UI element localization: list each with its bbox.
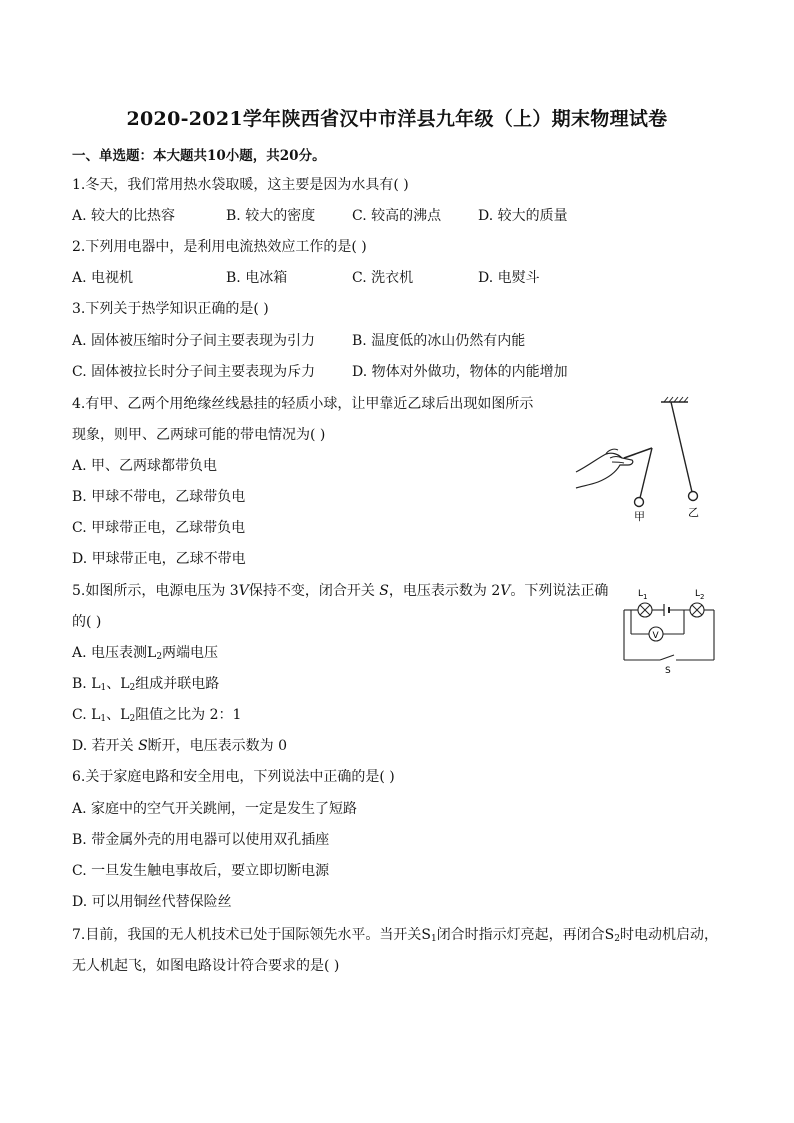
q7-stem-part: 闭合时指示灯亮起，再闭合S: [436, 927, 615, 943]
page-title: 2020-2021学年陕西省汉中市洋县九年级（上）期末物理试卷: [126, 108, 668, 130]
q2-option-b[interactable]: B. 电冰箱: [226, 270, 288, 286]
q1-option-a[interactable]: A. 较大的比热容: [72, 208, 176, 224]
label-l: L: [695, 589, 701, 599]
q5-b-text: 、L: [106, 676, 130, 692]
q2-option-c[interactable]: C. 洗衣机: [352, 270, 414, 286]
q6-stem: 6.关于家庭电路和安全用电，下列说法中正确的是( ): [72, 769, 395, 785]
q5-a-text: A. 电压表测L: [72, 645, 157, 661]
q7-s1-sub: 1: [430, 934, 437, 944]
q7-s2-sub: 2: [614, 934, 621, 944]
q5-option-b[interactable]: [72, 675, 219, 697]
q5-a-sub: 2: [156, 652, 163, 662]
q3-option-c[interactable]: C. 固体被拉长时分子间主要表现为斥力: [72, 364, 316, 380]
insulated-rod: [624, 448, 652, 458]
q5-stem-part: 保持不变，闭合开关: [248, 583, 380, 599]
label-l1: [638, 589, 647, 601]
q7-stem-part: 时电动机启动，: [620, 927, 719, 943]
label-l2: [695, 589, 704, 601]
q3-stem: 3.下列关于热学知识正确的是( ): [72, 301, 269, 317]
q3-option-b[interactable]: B. 温度低的冰山仍然有内能: [352, 333, 526, 349]
q2-stem: 2.下列用电器中，是利用电流热效应工作的是( ): [72, 239, 367, 255]
q5-c-sub: 2: [129, 714, 136, 724]
thread-jia: [640, 448, 652, 498]
q1-option-d[interactable]: D. 较大的质量: [478, 208, 568, 224]
q5-option-c[interactable]: [72, 706, 241, 728]
q5-stem-part: 5.如图所示，电源电压为 3: [72, 583, 239, 599]
q5-d-switch: S: [138, 738, 148, 754]
q5-switch-symbol: S: [379, 583, 389, 599]
q7-stem-part: 7.目前，我国的无人机技术已处于国际领先水平。当开关S: [72, 927, 431, 943]
label-l1-sub: 1: [643, 593, 648, 601]
q6-option-d[interactable]: D. 可以用铜丝代替保险丝: [72, 894, 232, 910]
q4-option-a[interactable]: A. 甲、乙两球都带负电: [72, 458, 218, 474]
ball-jia: [635, 498, 644, 507]
q5-option-d[interactable]: [72, 737, 287, 755]
thread-yi: [671, 402, 692, 492]
label-yi: 乙: [688, 506, 699, 519]
q6-option-c[interactable]: C. 一旦发生触电事故后，要立即切断电源: [72, 863, 330, 879]
q4-option-d[interactable]: D. 甲球带正电，乙球不带电: [72, 551, 246, 567]
q5-stem-part: ，电压表示数为 2: [388, 583, 501, 599]
q4-stem-line1: 4.有甲、乙两个用绝缘丝线悬挂的轻质小球，让甲靠近乙球后出现如图所示: [72, 396, 534, 412]
q5-unit-v: V: [238, 583, 249, 599]
q2-option-a[interactable]: A. 电视机: [72, 270, 134, 286]
q5-b-text: B. L: [72, 676, 101, 692]
lamp-l1-icon: [638, 603, 652, 617]
q5-option-a[interactable]: [72, 644, 218, 666]
q5-c-sub: 1: [100, 714, 107, 724]
ball-yi: [689, 492, 698, 501]
q5-d-text: 断开，电压表示数为 0: [147, 738, 288, 754]
q4-figure-charged-balls: [568, 392, 728, 524]
q1-option-b[interactable]: B. 较大的密度: [226, 208, 316, 224]
circuit-wires: [624, 610, 714, 660]
q6-option-b[interactable]: B. 带金属外壳的用电器可以使用双孔插座: [72, 832, 330, 848]
q5-c-text: 、L: [106, 707, 130, 723]
q7-stem-line2: 无人机起飞，如图电路设计符合要求的是( ): [72, 958, 340, 974]
q5-unit-v: V: [500, 583, 511, 599]
q5-stem-line1: [72, 582, 608, 600]
section-heading: 一、单选题：本大题共10小题，共20分。: [72, 148, 326, 164]
label-switch: S: [665, 666, 671, 676]
q4-option-c[interactable]: C. 甲球带正电，乙球带负电: [72, 520, 246, 536]
q5-figure-circuit: [616, 584, 720, 676]
lamp-l2-icon: [690, 603, 704, 617]
q5-stem-part: 。下列说法正确: [510, 583, 609, 599]
q6-option-a[interactable]: A. 家庭中的空气开关跳闸，一定是发生了短路: [72, 801, 358, 817]
q4-option-b[interactable]: B. 甲球不带电，乙球带负电: [72, 489, 246, 505]
q7-stem-line1: [72, 926, 718, 948]
label-l2-sub: 2: [700, 593, 705, 601]
q1-stem: 1.冬天，我们常用热水袋取暖，这主要是因为水具有( ): [72, 177, 409, 193]
label-l: L: [638, 589, 644, 599]
q5-d-text: D. 若开关: [72, 738, 139, 754]
q3-option-d[interactable]: D. 物体对外做功，物体的内能增加: [352, 364, 568, 380]
q3-option-a[interactable]: A. 固体被压缩时分子间主要表现为引力: [72, 333, 316, 349]
q5-c-text: C. L: [72, 707, 101, 723]
q2-option-d[interactable]: D. 电熨斗: [478, 270, 540, 286]
q1-option-c[interactable]: C. 较高的沸点: [352, 208, 442, 224]
q5-b-sub: 2: [129, 683, 136, 693]
q4-stem-line2: 现象，则甲、乙两球可能的带电情况为( ): [72, 427, 326, 443]
voltmeter-label: V: [652, 631, 659, 641]
q5-c-text: 阻值之比为 2：1: [135, 707, 242, 723]
q5-b-sub: 1: [100, 683, 107, 693]
q5-a-text: 两端电压: [162, 645, 219, 661]
label-jia: 甲: [634, 510, 645, 523]
q5-stem-line2: 的( ): [72, 614, 102, 630]
q5-b-text: 组成并联电路: [135, 676, 220, 692]
